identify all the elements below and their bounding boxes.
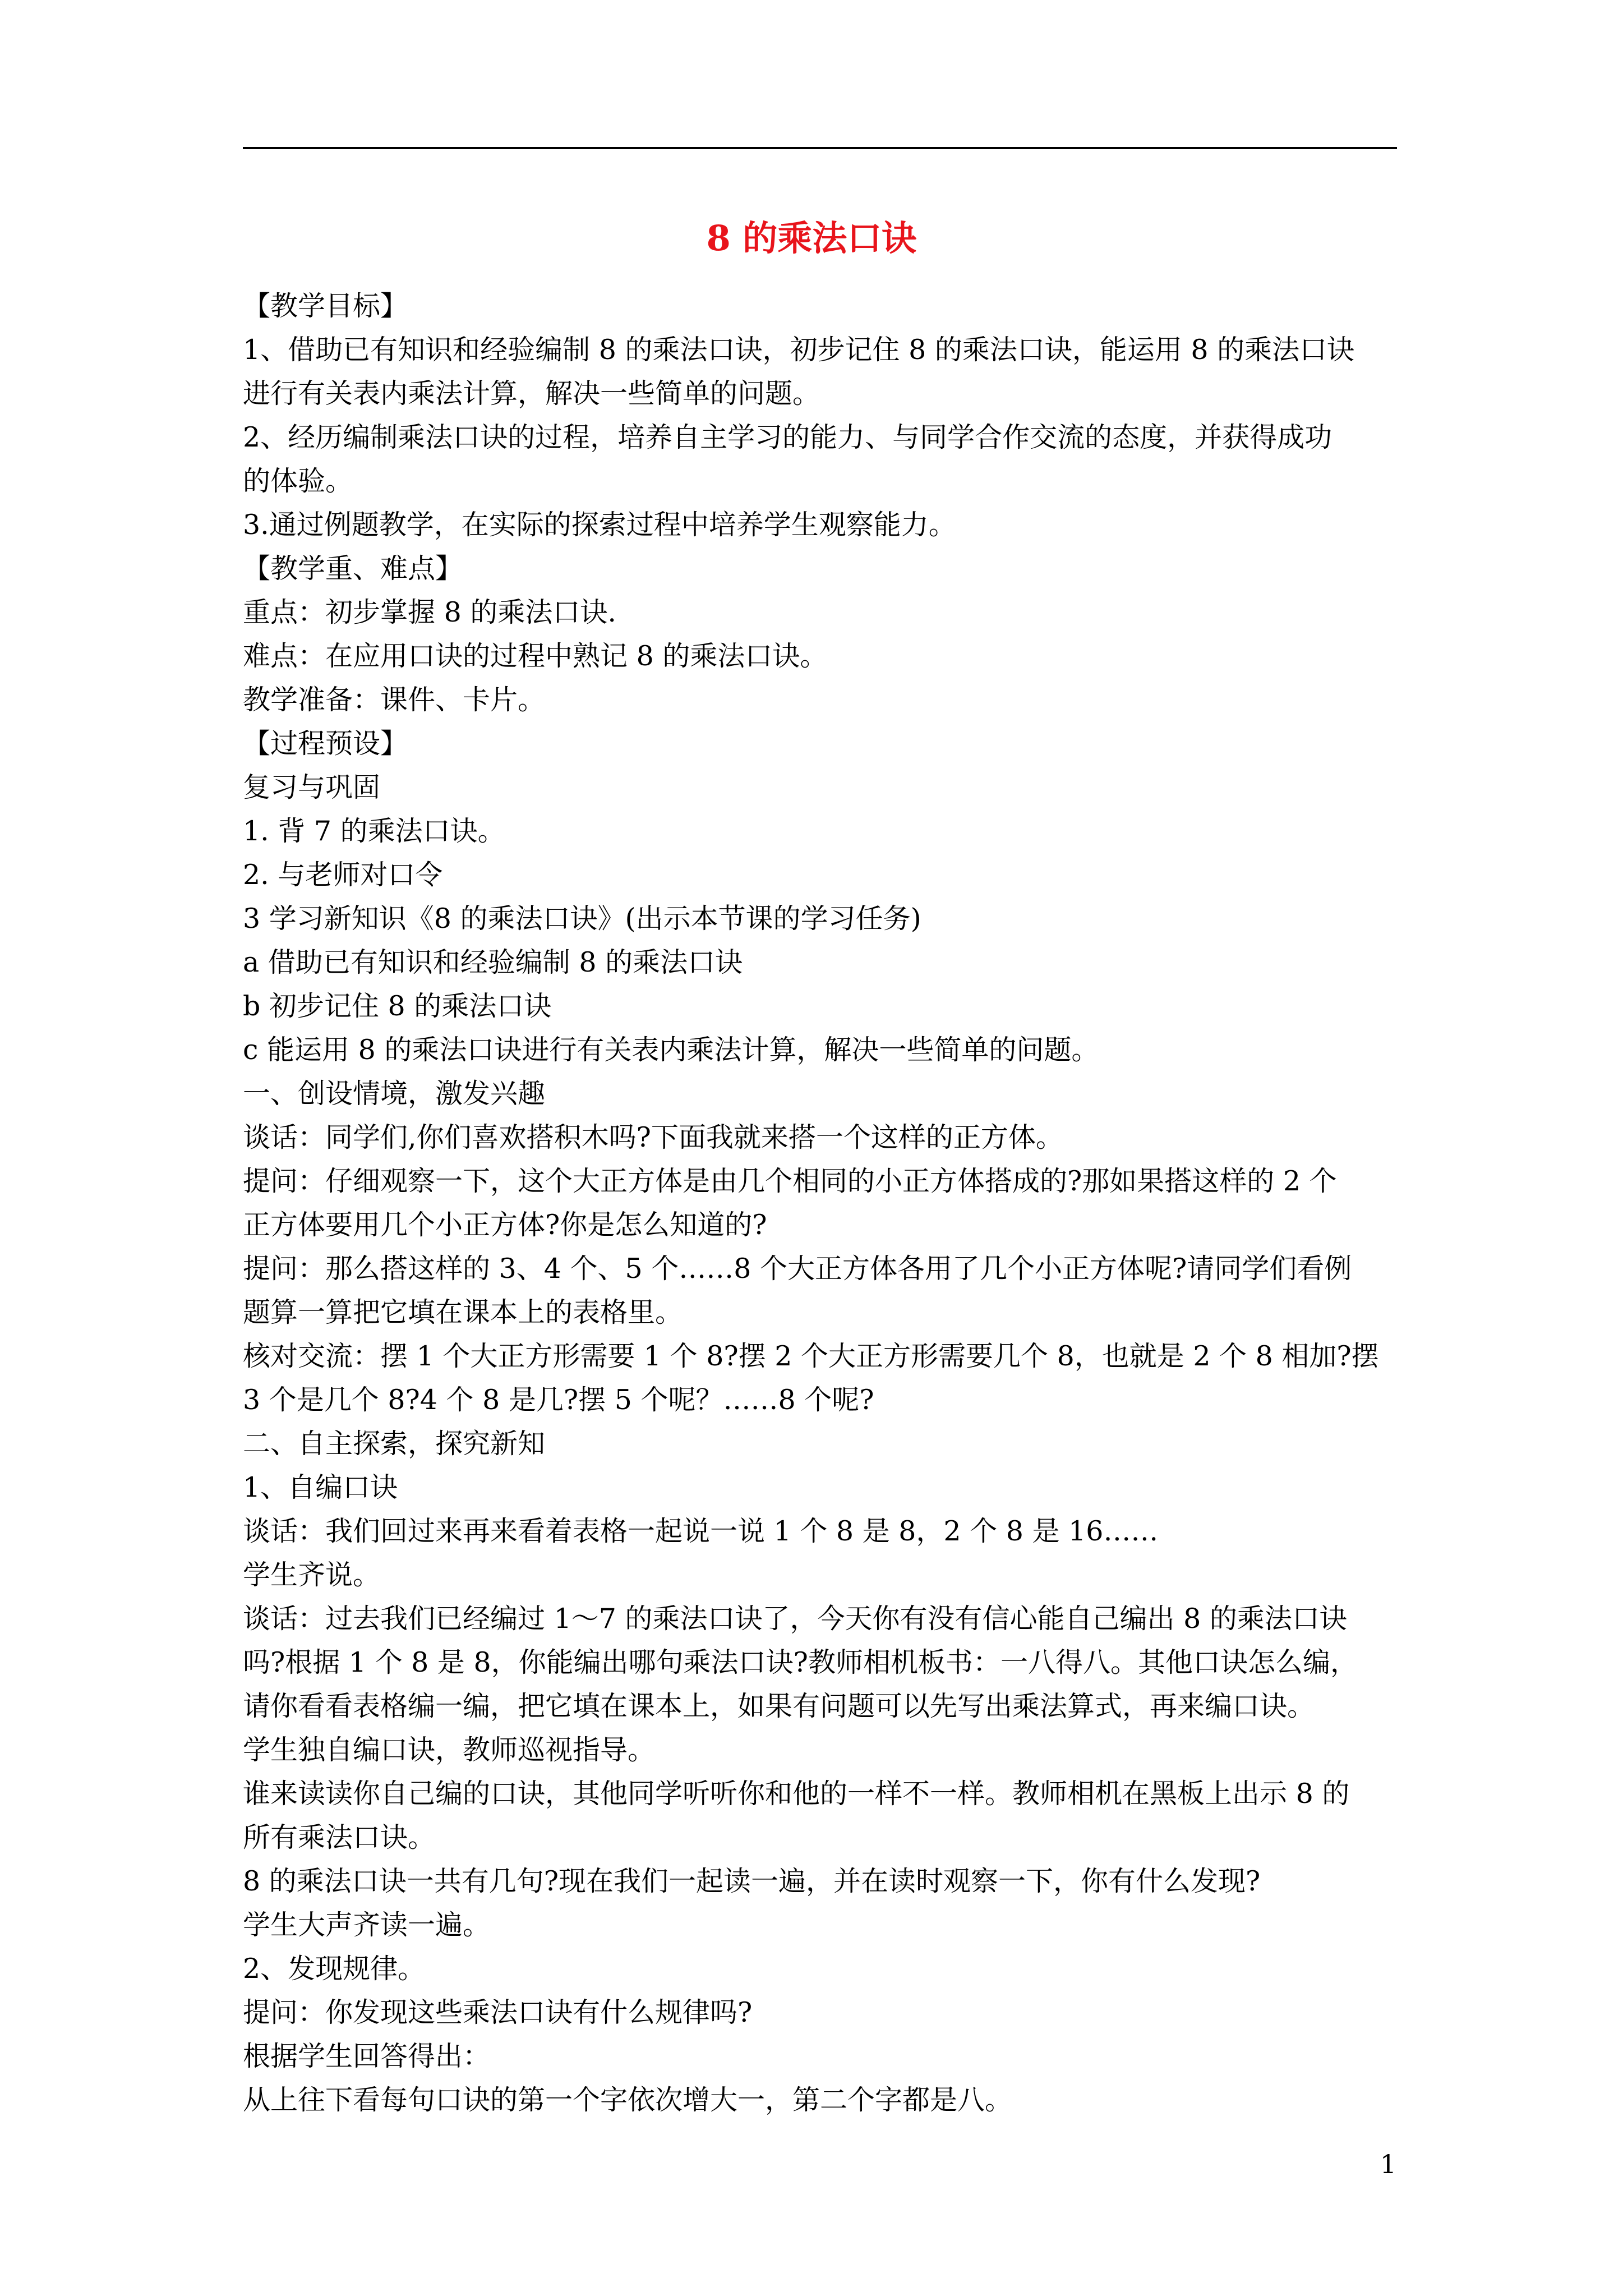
- body-line: 核对交流：摆 1 个大正方形需要 1 个 8?摆 2 个大正方形需要几个 8，也就是 2 个 8 相加?摆: [243, 1340, 1379, 1372]
- body-line: b 初步记住 8 的乘法口诀: [243, 990, 552, 1022]
- body-line: 提问：那么搭这样的 3、4 个、5 个……8 个大正方体各用了几个小正方体呢?请同学们看例: [243, 1253, 1352, 1285]
- body-line: 学生齐说。: [243, 1559, 381, 1591]
- body-line: 根据学生回答得出：: [243, 2040, 491, 2072]
- body-line: 提问：你发现这些乘法口诀有什么规律吗?: [243, 1996, 753, 2028]
- body-line: 【教学重、难点】: [243, 553, 463, 585]
- document-title: 8 的乘法口诀: [706, 218, 917, 259]
- body-line: 正方体要用几个小正方体?你是怎么知道的?: [243, 1209, 767, 1241]
- body-line: 从上往下看每句口诀的第一个字依次增大一，第二个字都是八。: [243, 2084, 1013, 2116]
- body-line: 【过程预设】: [243, 728, 408, 760]
- body-line: c 能运用 8 的乘法口诀进行有关表内乘法计算，解决一些简单的问题。: [243, 1034, 1099, 1066]
- body-line: 2. 与老师对口令: [243, 859, 443, 891]
- body-line: 谈话：过去我们已经编过 1～7 的乘法口诀了，今天你有没有信心能自己编出 8 的乘法口诀: [243, 1603, 1347, 1635]
- body-line: 1、自编口诀: [243, 1471, 398, 1503]
- body-line: 2、发现规律。: [243, 1953, 426, 1985]
- body-line: 所有乘法口诀。: [243, 1821, 436, 1853]
- body-line: 1. 背 7 的乘法口诀。: [243, 815, 505, 847]
- body-line: 二、自主探索，探究新知: [243, 1428, 546, 1460]
- body-line: 谈话：我们回过来再来看着表格一起说一说 1 个 8 是 8，2 个 8 是 16……: [243, 1515, 1159, 1547]
- body-line: 8 的乘法口诀一共有几句?现在我们一起读一遍，并在读时观察一下，你有什么发现?: [243, 1865, 1261, 1897]
- page-number: 1: [1380, 2149, 1396, 2179]
- body-line: 难点：在应用口诀的过程中熟记 8 的乘法口诀。: [243, 640, 828, 672]
- header-rule: [243, 147, 1397, 149]
- body-line: 谁来读读你自己编的口诀，其他同学听听你和他的一样不一样。教师相机在黑板上出示 8 的: [243, 1778, 1350, 1810]
- body-line: 一、创设情境，激发兴趣: [243, 1078, 546, 1110]
- body-line: 吗?根据 1 个 8 是 8，你能编出哪句乘法口诀?教师相机板书：一八得八。其他口诀怎么编，: [243, 1646, 1358, 1678]
- body-line: 的体验。: [243, 465, 353, 497]
- body-line: 【教学目标】: [243, 290, 408, 322]
- body-line: 教学准备：课件、卡片。: [243, 684, 546, 716]
- body-line: 题算一算把它填在课本上的表格里。: [243, 1296, 683, 1328]
- body-line: 重点：初步掌握 8 的乘法口诀.: [243, 596, 616, 628]
- body-line: 3.通过例题教学，在实际的探索过程中培养学生观察能力。: [243, 509, 956, 541]
- body-line: 提问：仔细观察一下，这个大正方体是由几个相同的小正方体搭成的?那如果搭这样的 2 个: [243, 1165, 1337, 1197]
- body-line: 谈话：同学们,你们喜欢搭积木吗?下面我就来搭一个这样的正方体。: [243, 1121, 1063, 1153]
- body-line: 复习与巩固: [243, 771, 381, 803]
- body-line: 学生大声齐读一遍。: [243, 1909, 491, 1941]
- body-line: 1、借助已有知识和经验编制 8 的乘法口诀，初步记住 8 的乘法口诀，能运用 8 的乘法口诀: [243, 334, 1355, 366]
- body-line: 3 学习新知识《8 的乘法口诀》(出示本节课的学习任务): [243, 903, 921, 935]
- body-line: 2、经历编制乘法口诀的过程，培养自主学习的能力、与同学合作交流的态度，并获得成功: [243, 421, 1332, 453]
- body-line: 学生独自编口诀，教师巡视指导。: [243, 1734, 656, 1766]
- body-line: 进行有关表内乘法计算，解决一些简单的问题。: [243, 378, 820, 409]
- body-line: 3 个是几个 8?4 个 8 是几?摆 5 个呢？……8 个呢?: [243, 1384, 874, 1416]
- body-line: a 借助已有知识和经验编制 8 的乘法口诀: [243, 946, 743, 978]
- body-line: 请你看看表格编一编，把它填在课本上，如果有问题可以先写出乘法算式，再来编口诀。: [243, 1690, 1315, 1722]
- document-body: [243, 284, 1397, 2122]
